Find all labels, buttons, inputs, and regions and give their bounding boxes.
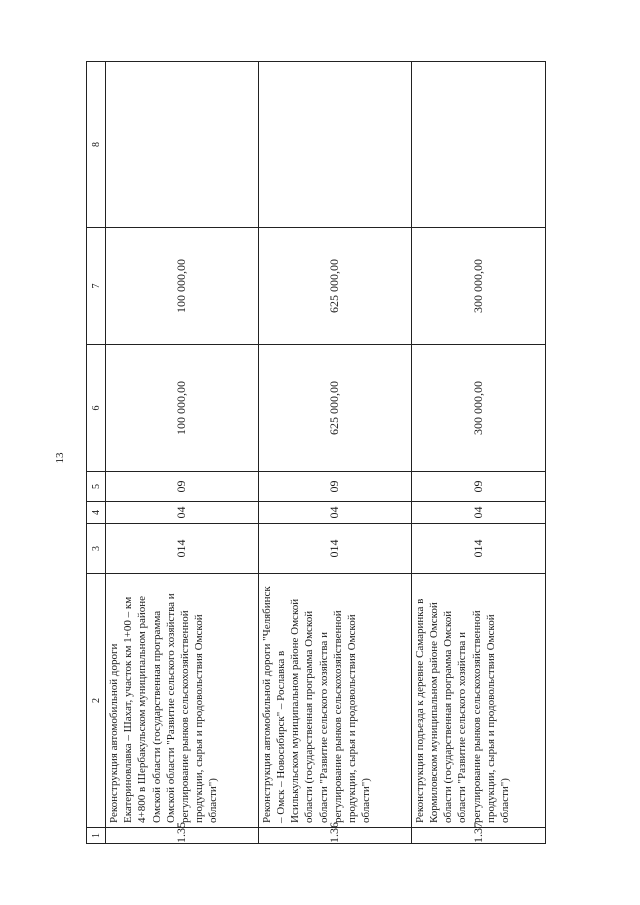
rotated-table-container: [86, 62, 546, 844]
amount-col-8: [258, 62, 411, 228]
code-subsection: 09: [106, 472, 259, 502]
amount-col-8: [106, 62, 259, 228]
row-number: 1.36: [258, 828, 411, 844]
column-header: 8: [87, 62, 106, 228]
column-header: 5: [87, 472, 106, 502]
code-ministry: 014: [106, 524, 259, 574]
column-header: 7: [87, 228, 106, 345]
code-subsection: 09: [411, 472, 545, 502]
budget-table-sheet: [86, 62, 546, 844]
amount-total: 300 000,00: [411, 345, 545, 472]
header-row: [87, 62, 106, 844]
column-header: 2: [87, 574, 106, 828]
code-ministry: 014: [258, 524, 411, 574]
amount-total: 100 000,00: [106, 345, 259, 472]
code-subsection: 09: [258, 472, 411, 502]
table-row: [106, 62, 259, 844]
amount-total: 625 000,00: [258, 345, 411, 472]
project-name: Реконструкция подъезда к деревне Самаринка в Кормиловском муниципальном районе Омской области (государственная программа Омской области "Развитие сельского хозяйства и регулирование рынков сельскохозяйственной продукции, сырья и продовольствия Омской области"): [411, 574, 545, 828]
project-name: Реконструкция автомобильной дороги "Челябинск – Омск – Новосибирск" – Рославка в Исилькульском муниципальном районе Омской области (государственная программа Омской области "Развитие сельского хозяйства и регулирование рынков сельскохозяйственной продукции, сырья и продовольствия Омской области"): [258, 574, 411, 828]
table-row: [258, 62, 411, 844]
project-name: Реконструкция автомобильной дороги Екатериновлавка – Шахат, участок км 1+00 – км 4+800 в Шербакульском муниципальном районе Омской области (государственная программа Омской области "Развитие сельского хозяйства и регулирование рынков сельскохозяйственной продукции, сырья и продовольствия Омской области"): [106, 574, 259, 828]
column-header: 1: [87, 828, 106, 844]
budget-table: [86, 61, 546, 844]
row-number: 1.35: [106, 828, 259, 844]
code-ministry: 014: [411, 524, 545, 574]
page-number: 13: [54, 452, 66, 464]
row-number: 1.37: [411, 828, 545, 844]
table-row: [411, 62, 545, 844]
code-section: 04: [106, 502, 259, 524]
amount-year: 300 000,00: [411, 228, 545, 345]
column-header: 4: [87, 502, 106, 524]
column-header: 3: [87, 524, 106, 574]
amount-year: 100 000,00: [106, 228, 259, 345]
column-header: 6: [87, 345, 106, 472]
amount-year: 625 000,00: [258, 228, 411, 345]
code-section: 04: [258, 502, 411, 524]
code-section: 04: [411, 502, 545, 524]
amount-col-8: [411, 62, 545, 228]
